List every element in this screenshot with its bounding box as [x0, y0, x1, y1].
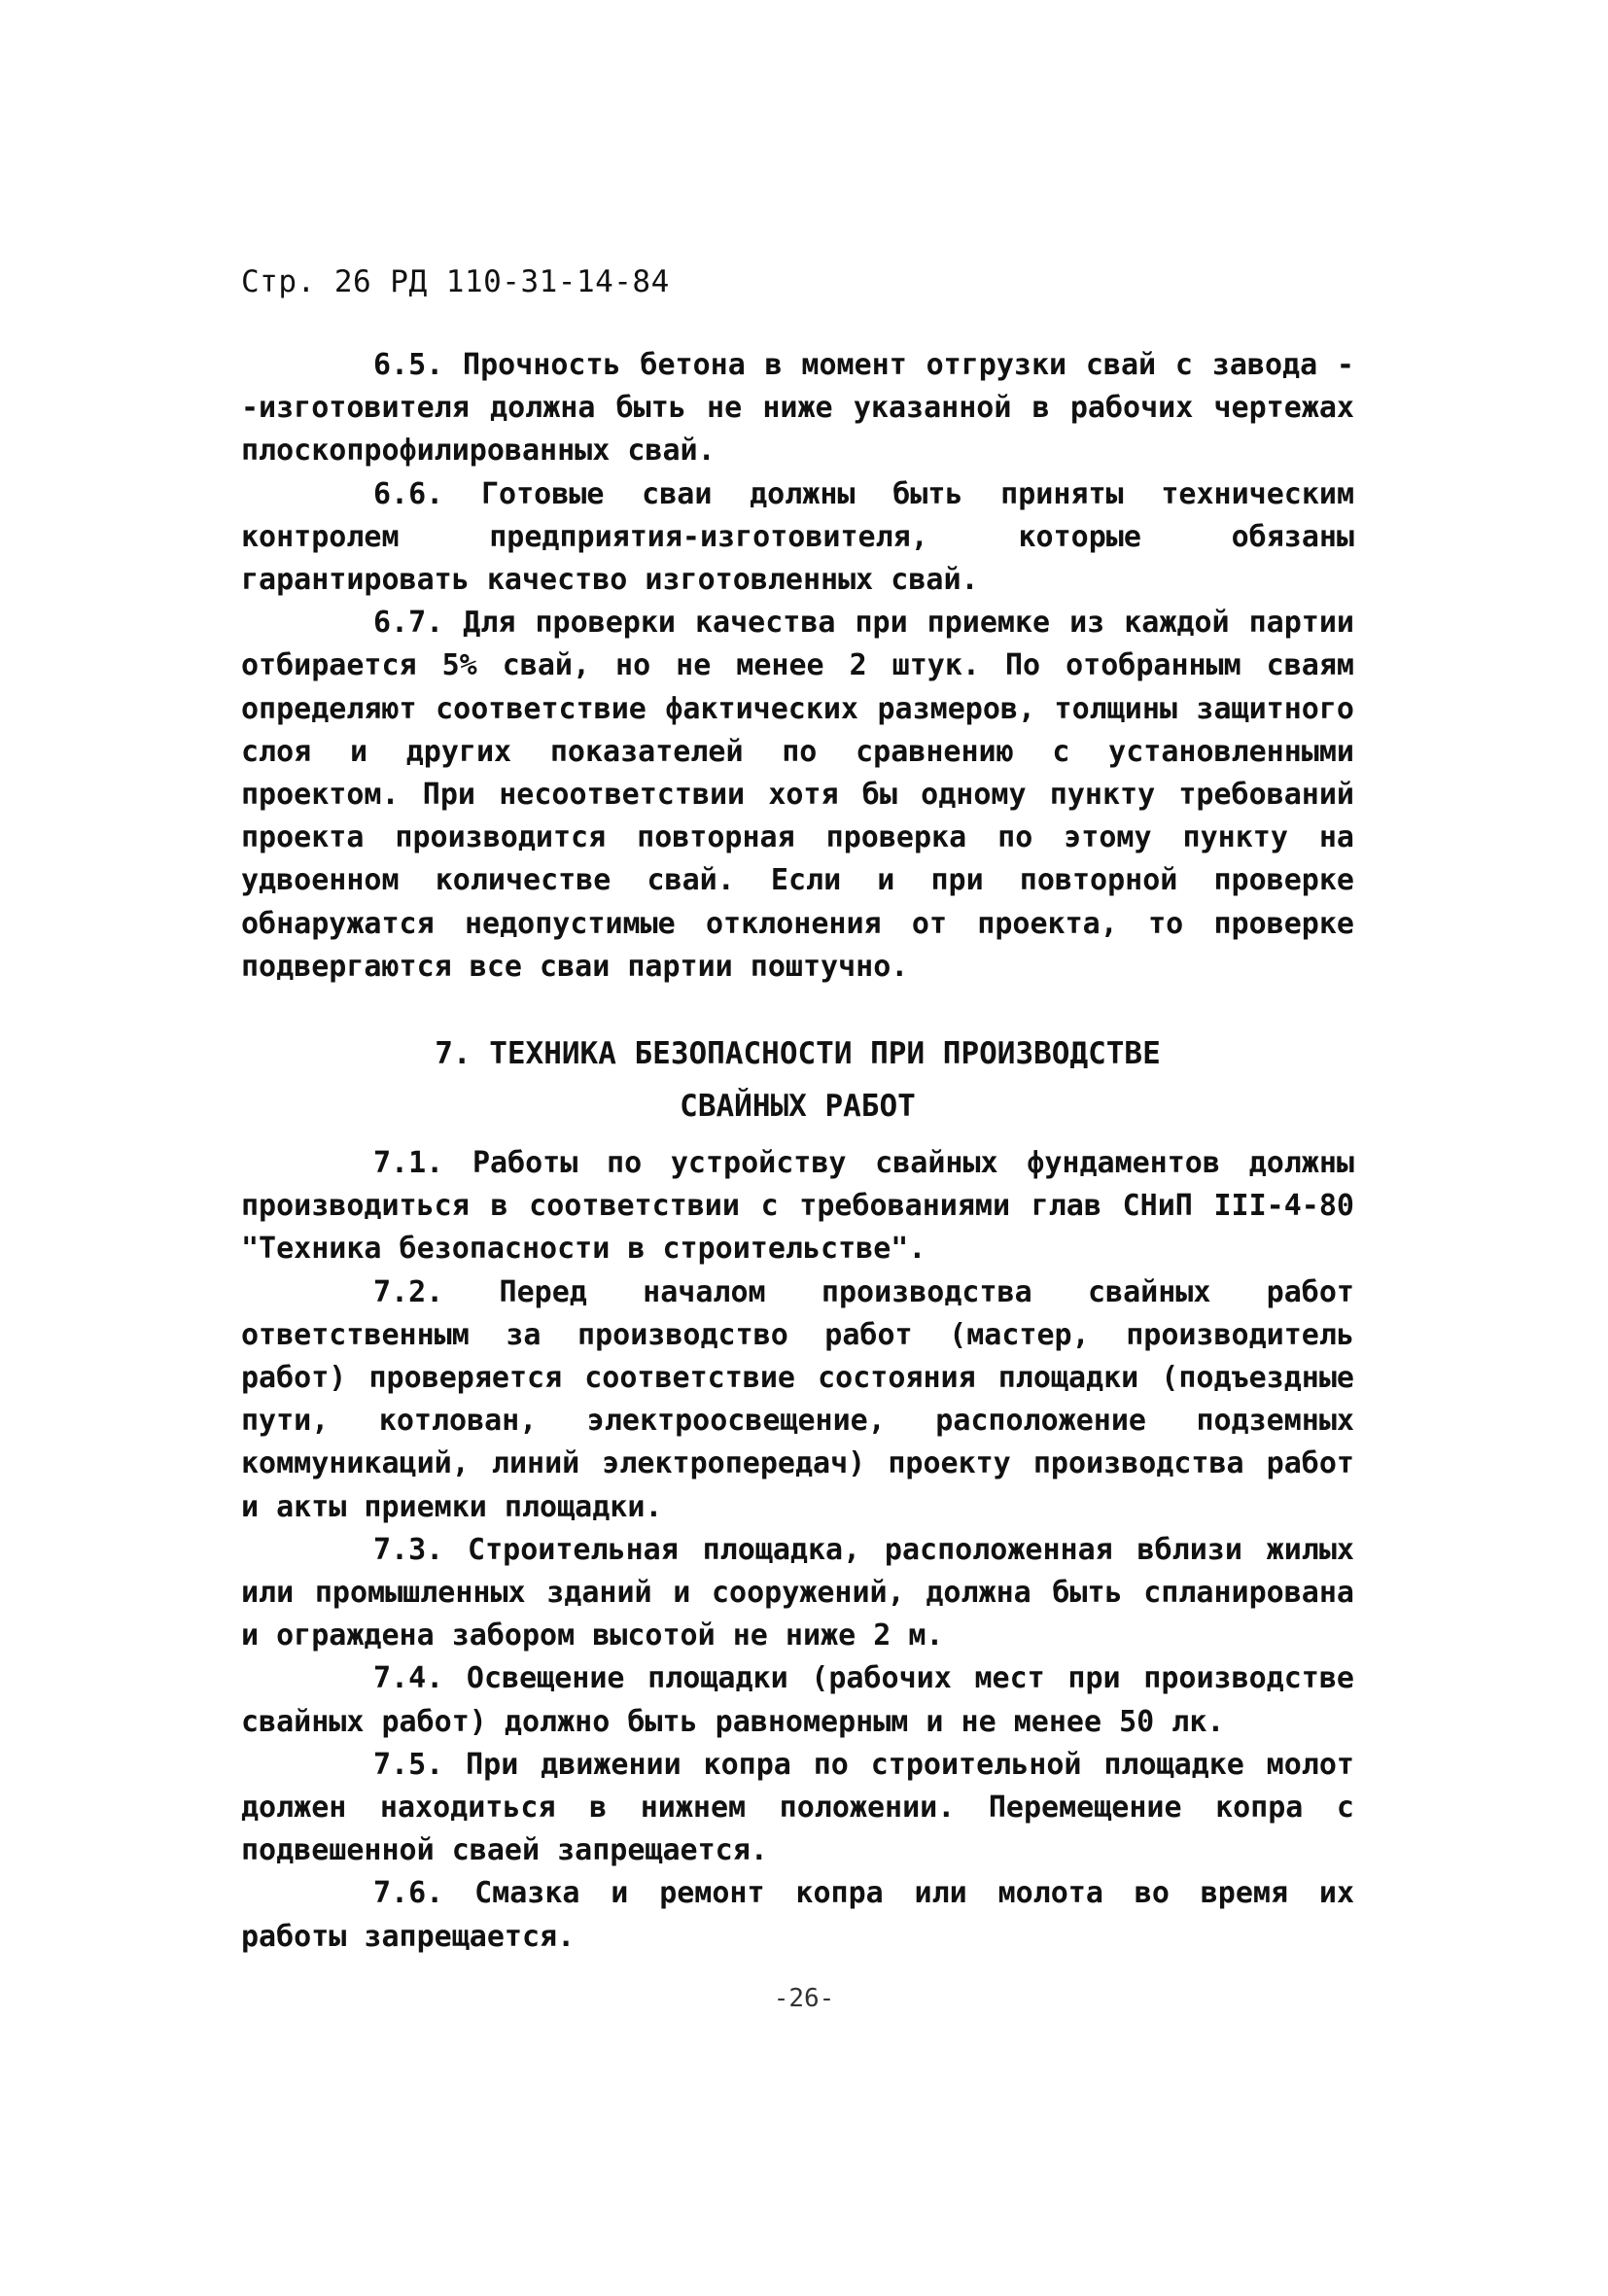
section-6-body — [241, 344, 1354, 989]
section-7-title-line-2: СВАЙНЫХ РАБОТ — [680, 1089, 916, 1124]
paragraph-7-1: 7.1. Работы по устройству свайных фундаментов должны производиться в соответствии с требованиями глав СНиП III-4-80 "Техника безопасности в строительстве". — [241, 1146, 1354, 1267]
section-7-title-line-1: 7. ТЕХНИКА БЕЗОПАСНОСТИ ПРИ ПРОИЗВОДСТВЕ — [435, 1036, 1161, 1071]
paragraph-7-2: 7.2. Перед началом производства свайных работ ответственным за производство работ (мастер, производитель работ) проверяется соответствие состояния площадки (подъездные пути, котлован, электроосвещение, расположение подземных коммуникаций, линий электропередач) проекту производства работ и акты приемки площадки. — [241, 1274, 1354, 1524]
paragraph-6-7: 6.7. Для проверки качества при приемке из каждой партии отбирается 5% свай, но не менее 2 штук. По отобранным сваям определяют соответствие фактических размеров, толщины защитного слоя и других показателей по сравнению с установленными проектом. При несоответствии хотя бы одному пункту требований проекта производится повторная проверка по этому пункту на удвоенном количестве свай. Если и при повторной проверке обнаружатся недопустимые отклонения от проекта, то проверке подвергаются все сваи партии поштучно. — [241, 606, 1354, 984]
page-header: Стр. 26 РД 110-31-14-84 — [241, 264, 670, 299]
paragraph-7-6: 7.6. Смазка и ремонт копра или молота во время их работы запрещается. — [241, 1876, 1354, 1954]
paragraph-6-5: 6.5. Прочность бетона в момент отгрузки свай с завода - -изготовителя должна быть не ниже указанной в рабочих чертежах плоскопрофилированных свай. — [241, 348, 1354, 469]
paragraph-6-6: 6.6. Готовые сваи должны быть приняты техническим контролем предприятия-изготовителя, которые обязаны гарантировать качество изготовленных свай. — [241, 476, 1354, 598]
section-7-heading — [241, 1027, 1354, 1132]
section-7-body — [241, 1142, 1354, 1959]
paragraph-7-4: 7.4. Освещение площадки (рабочих мест при производстве свайных работ) должно быть равномерным и не менее 50 лк. — [241, 1661, 1354, 1739]
paragraph-7-5: 7.5. При движении копра по строительной площадке молот должен находиться в нижнем положении. Перемещение копра с подвешенной сваей запрещается. — [241, 1747, 1354, 1868]
paragraph-7-3: 7.3. Строительная площадка, расположенная вблизи жилых или промышленных зданий и сооружений, должна быть спланирована и ограждена забором высотой не ниже 2 м. — [241, 1532, 1354, 1653]
page-number: -26- — [773, 1984, 835, 2013]
